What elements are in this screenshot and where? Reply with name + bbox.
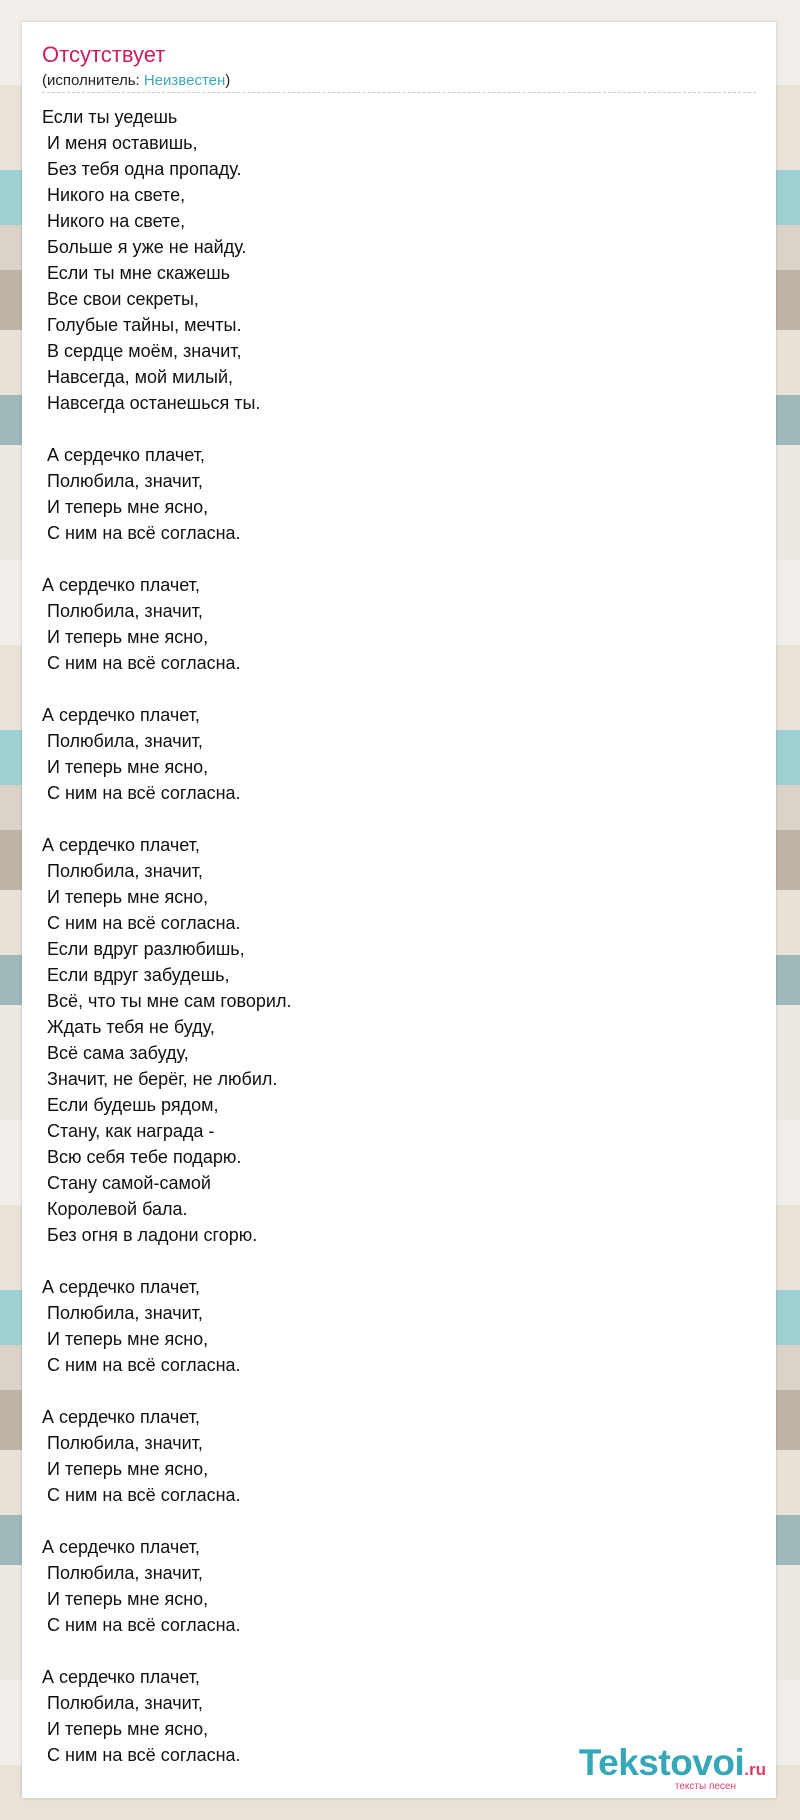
logo-main-text: Tekstovoi — [578, 1742, 745, 1783]
logo-suffix: .ru — [744, 1760, 766, 1779]
site-logo[interactable] — [579, 1744, 766, 1792]
lyrics-text: Если ты уедешь И меня оставишь, Без тебя одна пропаду. Никого на свете, Никого на свете, Больше я уже не найду. Если ты мне скажешь Все свои секреты, Голубые тайны, мечты. В сердце моём, значит, Навсегда, мой милый, Навсегда останешься ты. А сердечко плачет, Полюбила, значит, И теперь мне ясно, С ним на всё согласна. А сердечко плачет, Полюбила, значит, И теперь мне ясно, С ним на всё согласна. А сердечко плачет, Полюбила, значит, И теперь мне ясно, С ним на всё согласна. А сердечко плачет, Полюбила, значит, И теперь мне ясно, С ним на всё согласна. Если вдруг разлюбишь, Если вдруг забудешь, Всё, что ты мне сам говорил. Ждать тебя не буду, Всё сама забуду, Значит, не берёг, не любил. Если будешь рядом, Стану, как награда - Всю себя тебе подарю. Стану самой-самой Королевой бала. Без огня в ладони сгорю. А сердечко плачет, Полюбила, значит, И теперь мне ясно, С ним на всё согласна. А сердечко плачет, Полюбила, значит, И теперь мне ясно, С ним на всё согласна. А сердечко плачет, Полюбила, значит, И теперь мне ясно, С ним на всё согласна. А сердечко плачет, Полюбила, значит, И теперь мне ясно, С ним на всё согласна. — [42, 107, 292, 1765]
lyrics-card — [22, 22, 776, 1798]
song-title: Отсутствует — [42, 42, 166, 67]
logo-wordmark — [579, 1744, 766, 1782]
performer-line — [42, 72, 230, 90]
logo-tagline: тексты песен — [674, 1781, 736, 1792]
performer-prefix: (исполнитель: — [42, 72, 144, 89]
performer-link[interactable]: Неизвестен — [143, 72, 226, 89]
header-divider — [42, 92, 756, 93]
performer-suffix: ) — [225, 72, 231, 89]
